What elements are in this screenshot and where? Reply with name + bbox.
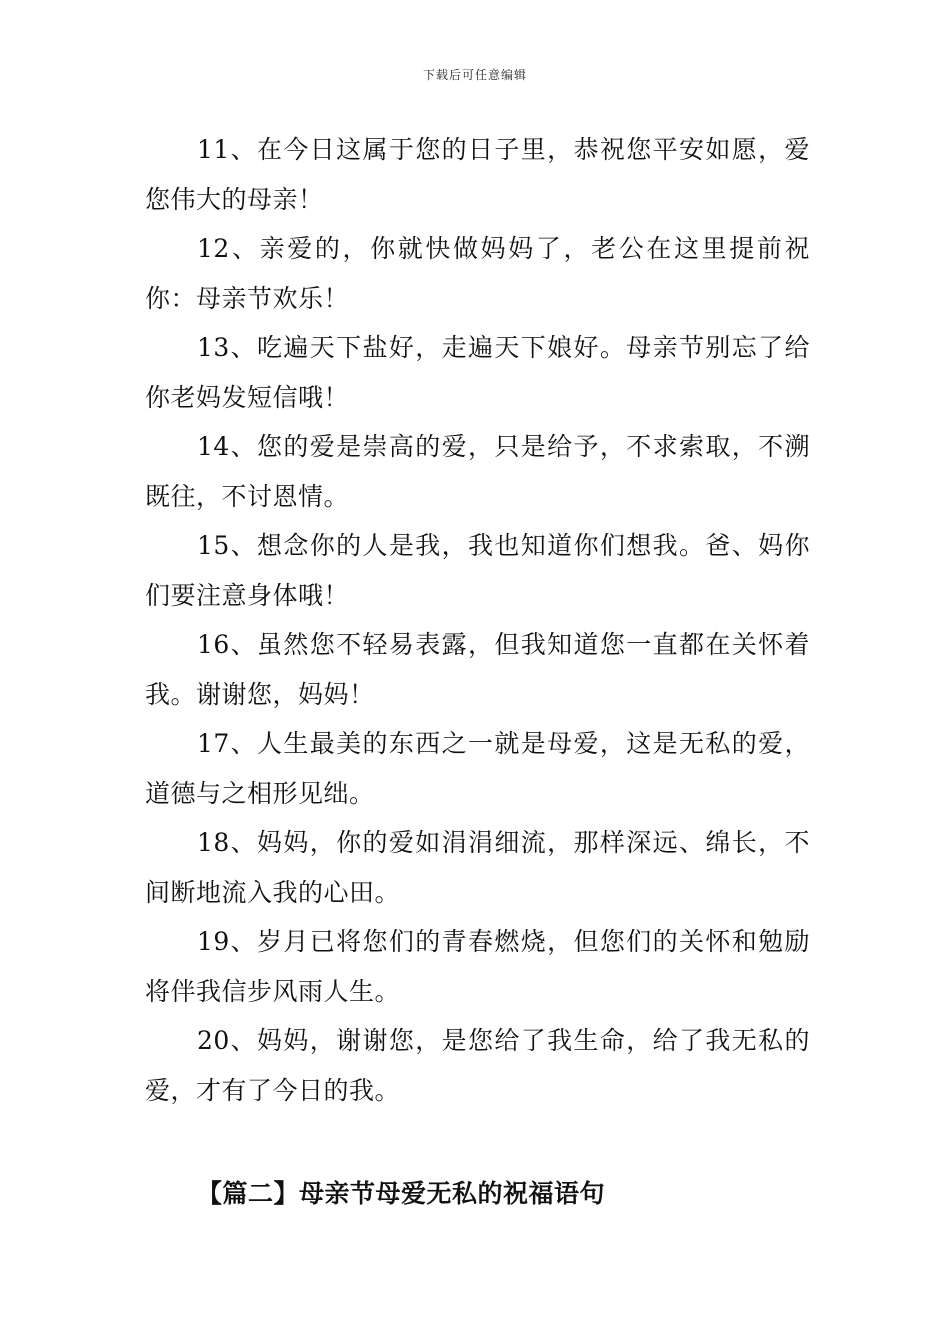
blessing-item-15: 15、想念你的人是我，我也知道你们想我。爸、妈你们要注意身体哦！ xyxy=(145,531,810,610)
blessing-list xyxy=(145,125,810,1115)
blessing-item-14: 14、您的爱是崇高的爱，只是给予，不求索取，不溯既往，不讨恩情。 xyxy=(145,432,810,511)
blessing-item-11: 11、在今日这属于您的日子里，恭祝您平安如愿，爱您伟大的母亲！ xyxy=(145,135,810,214)
header-note: 下载后可任意编辑 xyxy=(422,68,527,82)
section-title: 【篇二】母亲节母爱无私的祝福语句 xyxy=(197,1179,606,1208)
blessing-item-16: 16、虽然您不轻易表露，但我知道您一直都在关怀着我。谢谢您，妈妈！ xyxy=(145,630,810,709)
blessing-item-20: 20、妈妈，谢谢您，是您给了我生命，给了我无私的爱，才有了今日的我。 xyxy=(145,1026,810,1105)
blessing-item-17: 17、人生最美的东西之一就是母爱，这是无私的爱，道德与之相形见绌。 xyxy=(145,729,810,808)
blessing-item-19: 19、岁月已将您们的青春燃烧，但您们的关怀和勉励将伴我信步风雨人生。 xyxy=(145,927,810,1006)
blessing-item-13: 13、吃遍天下盐好，走遍天下娘好。母亲节别忘了给你老妈发短信哦！ xyxy=(145,333,810,412)
blessing-item-12: 12、亲爱的，你就快做妈妈了，老公在这里提前祝你：母亲节欢乐！ xyxy=(145,234,810,313)
blessing-item-18: 18、妈妈，你的爱如涓涓细流，那样深远、绵长，不间断地流入我的心田。 xyxy=(145,828,810,907)
